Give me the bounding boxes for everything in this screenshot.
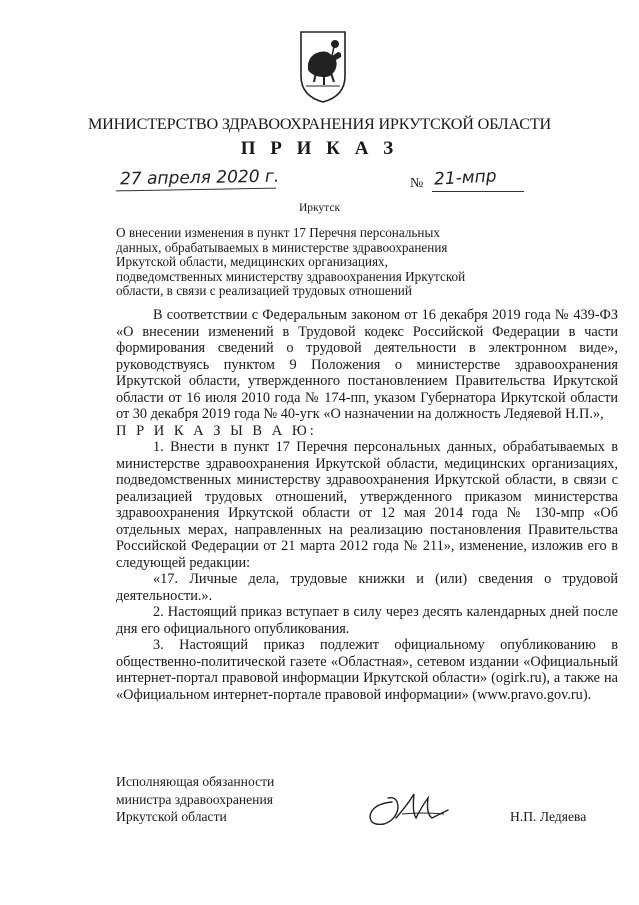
item-3-paragraph: 3. Настоящий приказ подлежит официальному опубликованию в общественно-политической газете «Областная», сетевом издании «Официальный интернет-портал правовой информации Иркутской области» (ogirk.ru), а также на «Официальном интернет-портале правовой информации» (www.pravo.gov.ru). bbox=[116, 637, 618, 703]
number-sign: № bbox=[410, 176, 424, 191]
item-2-paragraph: 2. Настоящий приказ вступает в силу через десять календарных дней после дня его официального опубликования. bbox=[116, 604, 618, 637]
item-1-paragraph: 1. Внести в пункт 17 Перечня персональных данных, обрабатываемых в министерстве здравоохранения Иркутской области, медицинских организациях, подведомственных министерству здравоохранения Иркутской области, в связи с реализацией трудовых отношений, утвержденного приказом министерства здравоохранения Иркутской области от 12 мая 2014 года № 130-мпр «Об отдельных мерах, направленных на реализацию постановления Правительства Российской Федерации от 21 марта 2012 года № 211», изменение, изложив его в следующей редакции: bbox=[116, 439, 618, 571]
signatory-title-line: Исполняющая обязанности bbox=[116, 774, 275, 789]
document-title: П Р И К А З bbox=[240, 138, 399, 159]
irkutsk-coat-of-arms-icon bbox=[298, 30, 348, 104]
preamble-paragraph: В соответствии с Федеральным законом от 16 декабря 2019 года № 439-ФЗ «О внесении изменений в Трудовой кодекс Российской Федерации в части формирования сведений о трудовой деятельности в электронном виде», руководствуясь пунктом 9 Положения о министерстве здравоохранения Иркутской области, утвержденного постановлением Правительства Иркутской области от 16 июля 2010 года № 174-пп, указом Губернатора Иркутской области от 30 декабря 2019 года № 40-угк «О назначении на должность Ледяевой Н.П.», bbox=[116, 307, 618, 422]
subject-line: области, в связи с реализацией трудовых отношений bbox=[116, 283, 412, 299]
subject-line: Иркутской области, медицинских организациях, bbox=[116, 254, 388, 270]
ministry-name: МИНИСТЕРСТВО ЗДРАВООХРАНЕНИЯ ИРКУТСКОЙ ОБЛАСТИ bbox=[87, 115, 551, 133]
signatory-title-line: министра здравоохранения bbox=[116, 791, 273, 807]
handwritten-signature bbox=[362, 784, 452, 834]
subject-line: О внесении изменения в пункт 17 Перечня персональных bbox=[116, 225, 440, 240]
handwritten-date: 27 апреля 2020 г. bbox=[119, 166, 280, 190]
signatory-title bbox=[116, 773, 274, 826]
subject-line: подведомственных министерству здравоохранения Иркутской bbox=[116, 268, 466, 284]
item-1-quote: «17. Личные дела, трудовые книжки и (или) сведения о трудовой деятельности.». bbox=[116, 571, 618, 604]
handwritten-number: 21-мпр bbox=[433, 166, 497, 190]
signer-name: Н.П. Ледяева bbox=[510, 809, 587, 824]
signatory-title-line: Иркутской области bbox=[116, 809, 227, 824]
city-label: Иркутск bbox=[298, 202, 341, 214]
subject-line: данных, обрабатываемых в министерстве здравоохранения bbox=[116, 239, 448, 255]
order-body bbox=[116, 307, 618, 703]
number-underline bbox=[432, 191, 524, 192]
order-subject bbox=[116, 226, 536, 299]
prikazyvayu-heading: П Р И К А З Ы В А Ю: bbox=[116, 422, 317, 439]
